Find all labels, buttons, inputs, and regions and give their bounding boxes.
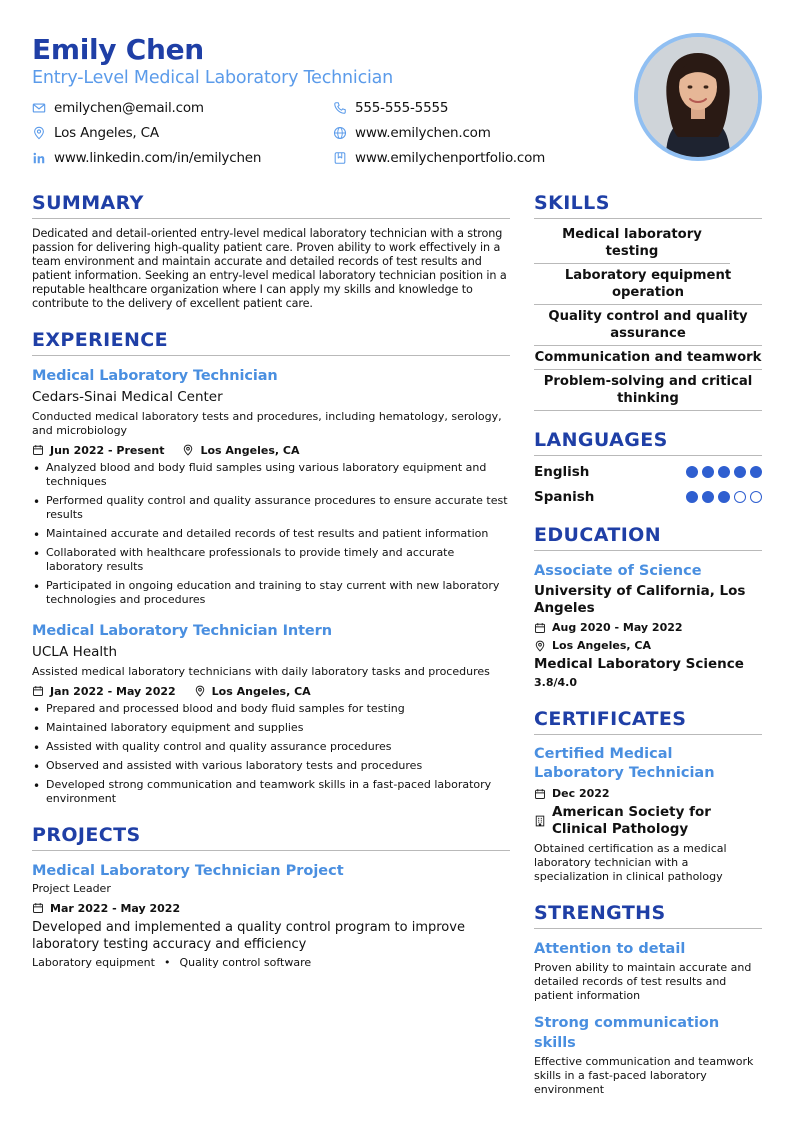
projects-section xyxy=(32,824,510,970)
project-tag: Laboratory equipment xyxy=(32,956,155,969)
education-section xyxy=(534,524,762,690)
skill-item: Problem-solving and critical thinking xyxy=(534,370,762,411)
company-name: Cedars-Sinai Medical Center xyxy=(32,389,223,405)
section-title-languages: LANGUAGES xyxy=(534,429,762,456)
languages-section xyxy=(534,429,762,506)
strength-title: Strong communication skills xyxy=(534,1015,720,1051)
school-name: University of California, Los Angeles xyxy=(534,583,746,616)
section-title-strengths: STRENGTHS xyxy=(534,902,762,929)
field-of-study: Medical Laboratory Science xyxy=(534,656,744,672)
job-meta xyxy=(32,442,510,458)
job-meta xyxy=(32,683,510,699)
phone-icon xyxy=(333,101,347,115)
section-title-certificates: CERTIFICATES xyxy=(534,708,762,735)
job-title: Medical Laboratory Technician Intern xyxy=(32,623,332,639)
bullet-item: • Assisted with quality control and quality assurance procedures xyxy=(32,740,510,754)
calendar-icon xyxy=(32,444,44,456)
level-dot-filled xyxy=(718,466,730,478)
strength-description: Proven ability to maintain accurate and detailed records of test results and patient information xyxy=(534,961,752,1002)
envelope-icon xyxy=(32,101,46,115)
level-dot-filled xyxy=(702,491,714,503)
project-dates-text: Mar 2022 - May 2022 xyxy=(50,901,181,915)
language-name: English xyxy=(534,463,590,480)
language-item xyxy=(534,462,762,481)
job-dates xyxy=(32,444,164,457)
certificates-section xyxy=(534,708,762,884)
bullet-item: • Observed and assisted with various laboratory tests and procedures xyxy=(32,759,510,773)
certificate-issuer xyxy=(534,804,762,838)
project-description: Developed and implemented a quality control program to improve laboratory testing accuracy and efficiency xyxy=(32,920,465,952)
project-title: Medical Laboratory Technician Project xyxy=(32,863,344,879)
job-dates-text: Jun 2022 - Present xyxy=(50,443,165,457)
skill-item: Medical laboratory testing xyxy=(534,223,730,264)
certificate-date-text: Dec 2022 xyxy=(552,787,610,800)
level-dot-filled xyxy=(686,466,698,478)
job-bullets xyxy=(32,702,510,806)
education-location xyxy=(534,638,762,653)
section-title-experience: EXPERIENCE xyxy=(32,329,510,356)
section-title-projects: PROJECTS xyxy=(32,824,510,851)
summary-text: Dedicated and detail-oriented entry-level medical laboratory technician with a strong passion for delivering high-quality patient care. Proven ability to work effectively in a team environment and maintain accurate and detailed records of test results and patient information. Seeking an entry-level medical laboratory technician position in a reputable healthcare organization where I can apply my skills and knowledge to contribute to the delivery of excellent patient care. xyxy=(32,227,507,310)
tag-separator: • xyxy=(163,956,171,969)
location-pin-icon xyxy=(32,126,46,140)
summary-section xyxy=(32,192,510,311)
skills-section xyxy=(534,192,762,411)
level-dot-filled xyxy=(750,466,762,478)
section-title-summary: SUMMARY xyxy=(32,192,510,219)
location-pin-icon xyxy=(182,444,194,456)
contact-phone[interactable] xyxy=(333,98,448,118)
linkedin-text[interactable]: www.linkedin.com/in/emilychen xyxy=(54,150,262,166)
education-location-text: Los Angeles, CA xyxy=(552,639,651,652)
portfolio-text[interactable]: www.emilychenportfolio.com xyxy=(355,150,546,166)
experience-item xyxy=(32,621,510,806)
strength-description: Effective communication and teamwork skills in a fast-paced laboratory environment xyxy=(534,1055,754,1096)
job-dates-text: Jan 2022 - May 2022 xyxy=(50,684,176,698)
globe-icon xyxy=(333,126,347,140)
right-column xyxy=(534,192,762,1115)
skills-list xyxy=(534,223,762,411)
gpa: 3.8/4.0 xyxy=(534,676,577,689)
candidate-name: Emily Chen xyxy=(32,33,204,66)
location-text: Los Angeles, CA xyxy=(54,125,159,141)
level-dot-filled xyxy=(686,491,698,503)
project-meta xyxy=(32,900,510,916)
language-level-dots xyxy=(686,491,762,503)
section-title-education: EDUCATION xyxy=(534,524,762,551)
certificate-issuer-text: American Society for Clinical Pathology xyxy=(552,804,711,837)
bookmark-icon xyxy=(333,151,347,165)
section-title-skills: SKILLS xyxy=(534,192,762,219)
location-pin-icon xyxy=(194,685,206,697)
email-text[interactable]: emilychen@email.com xyxy=(54,100,204,116)
contact-email[interactable] xyxy=(32,98,204,118)
certificate-name: Certified Medical Laboratory Technician xyxy=(534,746,715,781)
level-dot-empty xyxy=(734,491,746,503)
calendar-icon xyxy=(534,788,546,800)
certificate-description: Obtained certification as a medical laboratory technician with a specialization in clinical pathology xyxy=(534,842,727,883)
certificate-date xyxy=(534,786,762,801)
building-icon xyxy=(534,815,546,827)
job-dates xyxy=(32,685,176,698)
education-dates xyxy=(534,620,762,635)
job-location-text: Los Angeles, CA xyxy=(200,443,300,457)
degree-name: Associate of Science xyxy=(534,563,702,579)
job-location xyxy=(182,444,299,457)
calendar-icon xyxy=(534,622,546,634)
job-location-text: Los Angeles, CA xyxy=(211,684,311,698)
skill-item: Laboratory equipment operation xyxy=(534,264,762,305)
calendar-icon xyxy=(32,902,44,914)
bullet-item: • Prepared and processed blood and body fluid samples for testing xyxy=(32,702,510,716)
linkedin-icon xyxy=(32,151,46,165)
skill-item: Communication and teamwork xyxy=(534,346,762,370)
strengths-section xyxy=(534,902,762,1097)
company-name: UCLA Health xyxy=(32,644,117,660)
calendar-icon xyxy=(32,685,44,697)
job-description: Conducted medical laboratory tests and procedures, including hematology, serology, and microbiology xyxy=(32,410,502,437)
strength-title: Attention to detail xyxy=(534,941,686,957)
profile-photo-illustration xyxy=(638,37,758,157)
left-column xyxy=(32,192,510,988)
bullet-item: • Maintained laboratory equipment and supplies xyxy=(32,721,510,735)
phone-text[interactable]: 555-555-5555 xyxy=(355,100,449,116)
contact-website[interactable] xyxy=(333,123,491,143)
project-dates xyxy=(32,902,180,915)
contact-location xyxy=(32,123,159,143)
level-dot-filled xyxy=(702,466,714,478)
bullet-item: • Maintained accurate and detailed records of test results and patient information xyxy=(32,527,510,541)
experience-item xyxy=(32,366,510,607)
level-dot-empty xyxy=(750,491,762,503)
bullet-item: • Collaborated with healthcare professionals to provide timely and accurate laboratory results xyxy=(32,546,510,574)
bullet-item: • Participated in ongoing education and training to stay current with new laboratory technologies and procedures xyxy=(32,579,510,607)
bullet-item: • Performed quality control and quality assurance procedures to ensure accurate test results xyxy=(32,494,510,522)
bullet-item: • Analyzed blood and body fluid samples using various laboratory equipment and techniques xyxy=(32,461,510,489)
location-pin-icon xyxy=(534,640,546,652)
job-location xyxy=(194,685,311,698)
bullet-item: • Developed strong communication and teamwork skills in a fast-paced laboratory environment xyxy=(32,778,510,806)
experience-section xyxy=(32,329,510,806)
contact-portfolio[interactable] xyxy=(333,148,545,168)
skill-item: Quality control and quality assurance xyxy=(534,305,762,346)
job-description: Assisted medical laboratory technicians with daily laboratory tasks and procedures xyxy=(32,665,490,678)
language-level-dots xyxy=(686,466,762,478)
project-tags xyxy=(32,956,510,970)
language-item xyxy=(534,487,762,506)
level-dot-filled xyxy=(734,466,746,478)
website-text[interactable]: www.emilychen.com xyxy=(355,125,491,141)
project-tag: Quality control software xyxy=(179,956,312,969)
job-bullets xyxy=(32,461,510,607)
education-dates-text: Aug 2020 - May 2022 xyxy=(552,621,683,634)
job-title: Medical Laboratory Technician xyxy=(32,368,278,384)
project-role: Project Leader xyxy=(32,882,111,895)
profile-photo xyxy=(634,33,762,161)
contact-linkedin[interactable] xyxy=(32,148,261,168)
candidate-headline: Entry-Level Medical Laboratory Technician xyxy=(32,68,394,88)
level-dot-filled xyxy=(718,491,730,503)
language-name: Spanish xyxy=(534,488,595,505)
